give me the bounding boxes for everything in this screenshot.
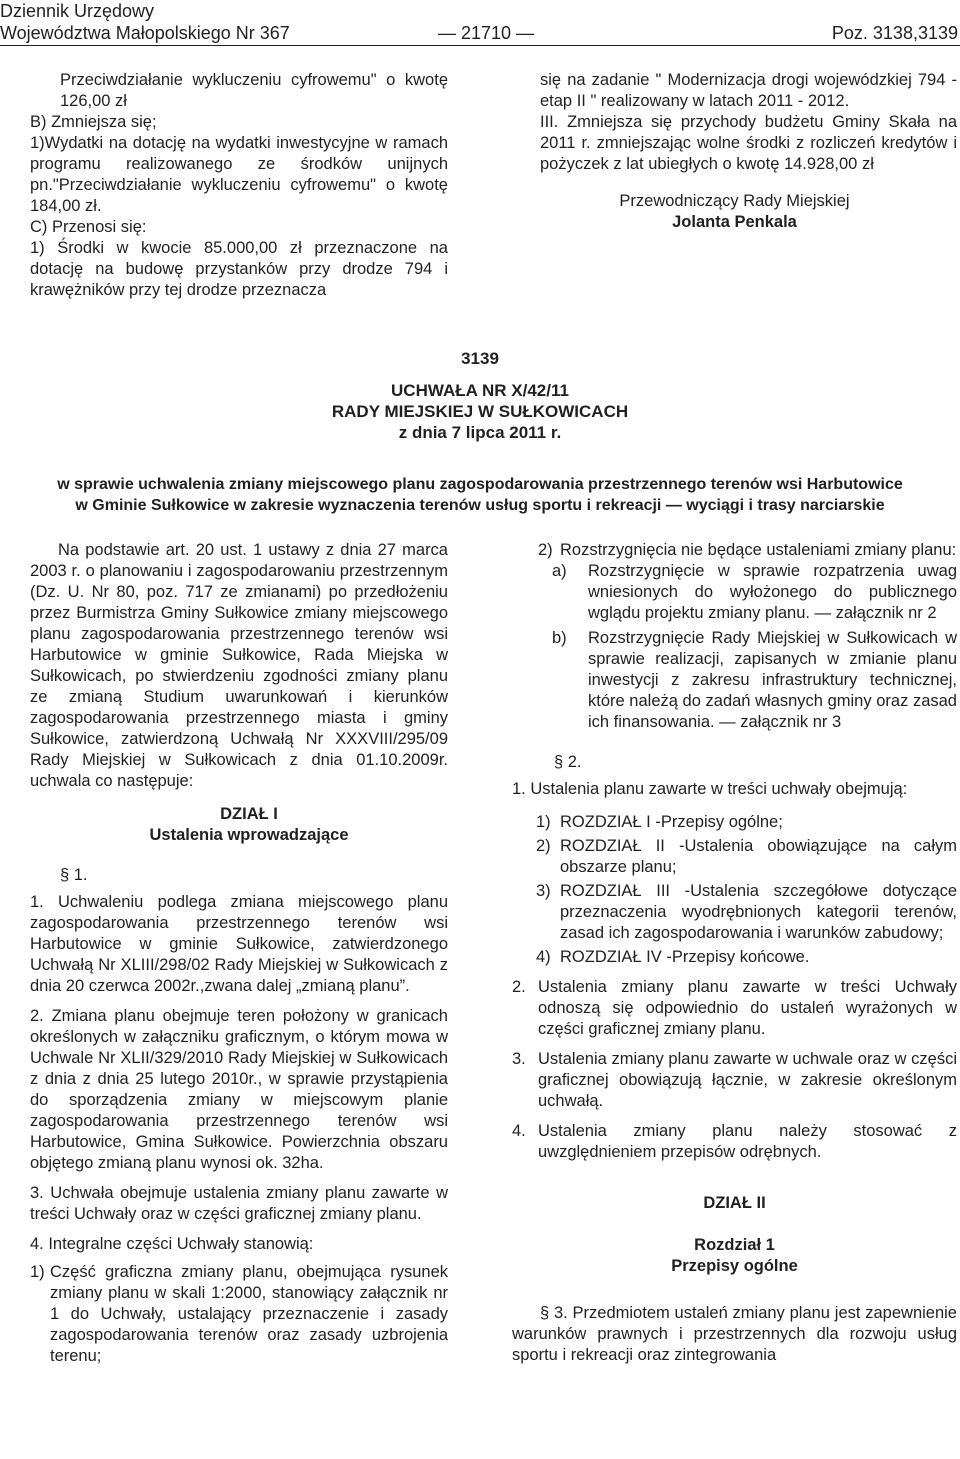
journal-title: Dziennik Urzędowy: [0, 1, 155, 21]
list-text: ROZDZIAŁ II -Ustalenia obowiązujące na całym obszarze planu;: [560, 837, 957, 876]
resolution-council: RADY MIEJSKIEJ W SUŁKOWICACH: [331, 402, 629, 421]
prev-right-1: się na zadanie " Modernizacja drogi wojewódzkiej 794 - etap II " realizowany w latach 2011 - 2012.: [540, 71, 957, 110]
signature: [512, 191, 957, 233]
section-3: § 3. Przedmiotem ustaleń zmiany planu jest zapewnienie warunków prawnych i przestrzennych dla rozwoju usług sportu i rekreacji oraz zintegrowania: [512, 1304, 957, 1364]
list-letter: a): [552, 562, 567, 580]
rozdzial-1-heading: Rozdział 1: [694, 1236, 775, 1254]
section-1-1: 1. Uchwaleniu podlega zmiana miejscowego planu zagospodarowania przestrzennego terenów wsi Harbutowice w gminie Sułkowice, zatwierdzonego Uchwałą Nr XLIII/298/02 Rady Miejskiej w Sułkowicach z dnia 20 czerwca 2002r.,zwana dalej „zmianą planu”.: [30, 893, 448, 995]
prev-left-column: [30, 70, 448, 301]
list-number: 2): [538, 541, 553, 559]
signature-role: Przewodniczący Rady Miejskiej: [619, 192, 850, 210]
list-number: 3.: [512, 1050, 526, 1068]
list-item: [512, 1121, 957, 1163]
list-number: 2): [536, 837, 551, 855]
section-1-3: 3. Uchwała obejmuje ustalenia zmiany planu zawarte w treści Uchwały oraz w części graficznej zmiany planu.: [30, 1184, 448, 1223]
resolution-date: z dnia 7 lipca 2011 r.: [398, 423, 562, 442]
list-text: Ustalenia zmiany planu należy stosować z uwzględnieniem przepisów odrębnych.: [538, 1122, 957, 1161]
list-text: Ustalenia zmiany planu zawarte w uchwale oraz w części graficznej obowiązują łącznie, w zakresie określonym uchwałą.: [538, 1050, 957, 1110]
prev-line-5: 1) Środki w kwocie 85.000,00 zł przeznaczone na dotację na budowę przystanków przy drodze 794 i krawężników przy tej drodze przeznacza: [30, 239, 448, 299]
list-text: Rozstrzygnięcie w sprawie rozpatrzenia uwag wniesionych do wyłożonego do publicznego wglądu projektu zmiany planu. — załącznik nr 2: [588, 562, 957, 622]
section-1-4: 4. Integralne części Uchwały stanowią:: [30, 1235, 314, 1253]
list-number: 2.: [512, 978, 526, 996]
header-rule: [0, 45, 960, 46]
list-item: [512, 947, 957, 968]
paragraph-2-sign: § 2.: [554, 753, 582, 771]
list-number: 3): [536, 882, 551, 900]
list-item: [512, 561, 957, 624]
dzial-1-heading: DZIAŁ I: [220, 805, 278, 823]
list-item: [512, 1049, 957, 1112]
list-item: [512, 836, 957, 878]
rozdzial-1-subheading: Przepisy ogólne: [671, 1257, 798, 1275]
list-text: Część graficzna zmiany planu, obejmująca rysunek zmiany planu w skali 1:2000, stanowiący załącznik nr 1 do Uchwały, ustalający przeznaczenie i zasady zagospodarowania terenów oraz zasady uzbrojenia terenu;: [50, 1263, 448, 1365]
prev-line-4: C) Przenosi się:: [30, 218, 147, 236]
list-item: [30, 1262, 448, 1367]
list-text: Rozstrzygnięcie Rady Miejskiej w Sułkowicach w sprawie realizacji, zapisanych w zmianie planu inwestycji z zakresu infrastruktury technicznej, które należą do zadań własnych gminy oraz zasad ich finansowania. — załącznik nr 3: [588, 629, 957, 731]
list-number: 4.: [512, 1122, 526, 1140]
prev-line-2: B) Zmniejsza się;: [30, 113, 157, 131]
list-item: [512, 881, 957, 944]
list-letter: b): [552, 629, 567, 647]
dzial-2-heading: DZIAŁ II: [703, 1194, 766, 1212]
right-column: [512, 540, 957, 1366]
list-number: 1): [536, 813, 551, 831]
paragraph-1-sign: § 1.: [60, 866, 88, 884]
prev-right-column: [512, 70, 957, 233]
list-text: Ustalenia zmiany planu zawarte w treści Uchwały odnoszą się odpowiednio do ustaleń wyrażonych w części graficznej zmiany planu.: [538, 978, 957, 1038]
list-item: [512, 540, 957, 561]
page-number: — 21710 —: [438, 23, 535, 43]
list-text: ROZDZIAŁ III -Ustalenia szczegółowe dotyczące przeznaczenia wyodrębnionych kategorii terenów, zasad ich zagospodarowania i warunków zabudowy;: [560, 882, 957, 942]
list-number: 4): [536, 948, 551, 966]
voivodeship-number: Województwa Małopolskiego Nr 367: [0, 23, 290, 43]
section-2-1: 1. Ustalenia planu zawarte w treści uchwały obejmują:: [512, 780, 908, 798]
prev-line-1: Przeciwdziałanie wykluczeniu cyfrowemu" o kwotę 126,00 zł: [60, 71, 448, 110]
dzial-1-subheading: Ustalenia wprowadzające: [149, 826, 349, 844]
resolution-subject-1: w sprawie uchwalenia zmiany miejscowego planu zagospodarowania przestrzennego terenów wsi Harbutowice: [57, 476, 903, 493]
list-item: [512, 977, 957, 1040]
signature-name: Jolanta Penkala: [672, 213, 797, 231]
prev-right-2: III. Zmniejsza się przychody budżetu Gminy Skała na 2011 r. zmniejszając wolne środki z rozliczeń kredytów i pożyczek z lat ubiegłych o kwotę 14.928,00 zł: [540, 113, 957, 173]
resolution-subject-2: w Gminie Sułkowice w zakresie wyznaczenia terenów usług sportu i rekreacji — wyciągi i trasy narciarskie: [75, 497, 885, 514]
list-text: ROZDZIAŁ IV -Przepisy końcowe.: [560, 948, 810, 966]
preamble: Na podstawie art. 20 ust. 1 ustawy z dnia 27 marca 2003 r. o planowaniu i zagospodarowaniu przestrzennym (Dz. U. Nr 80, poz. 717 ze zmianami) po przedłożeniu przez Burmistrza Gminy Sułkowice zmiany miejscowego planu zagospodarowania przestrzennego terenów wsi Harbutowice w gminie Sułkowice, Rada Miejska w Sułkowicach, po stwierdzeniu zgodności zmiany planu ze zmianą Studium uwarunkowań i kierunków zagospodarowania przestrzennego miasta i gminy Sułkowice, zatwierdzoną Uchwałą Nr XXXVIII/295/09 Rady Miejskiej w Sułkowicach z dnia 01.10.2009r. uchwala co następuje:: [30, 541, 448, 790]
list-item: [512, 812, 957, 833]
section-1-2: 2. Zmiana planu obejmuje teren położony w granicach określonych w załączniku graficznym, o którym mowa w Uchwale Nr XLII/329/2010 Rady Miejskiej w Sułkowicach z dnia z dnia 25 lutego 2010r., w sprawie przystąpienia do sporządzenia zmiany w miejscowym planie zagospodarowania przestrzennego terenów wsi Harbutowice, Gmina Sułkowice. Powierzchnia obszaru objętego zmianą planu wynosi ok. 32ha.: [30, 1007, 448, 1172]
resolution-title: UCHWAŁA NR X/42/11: [391, 381, 569, 400]
list-text: ROZDZIAŁ I -Przepisy ogólne;: [560, 813, 783, 831]
position-number: Poz. 3138,3139: [831, 23, 958, 43]
prev-line-3: 1)Wydatki na dotację na wydatki inwestycyjne w ramach programu realizowanego ze środków unijnych pn."Przeciwdziałanie wykluczeniu cyfrowemu" o kwotę 184,00 zł.: [30, 134, 448, 215]
list-item: [512, 628, 957, 733]
resolution-number: 3139: [461, 349, 499, 368]
left-column: [30, 540, 448, 1367]
list-text: Rozstrzygnięcia nie będące ustaleniami zmiany planu:: [560, 541, 957, 559]
list-number: 1): [30, 1263, 45, 1281]
